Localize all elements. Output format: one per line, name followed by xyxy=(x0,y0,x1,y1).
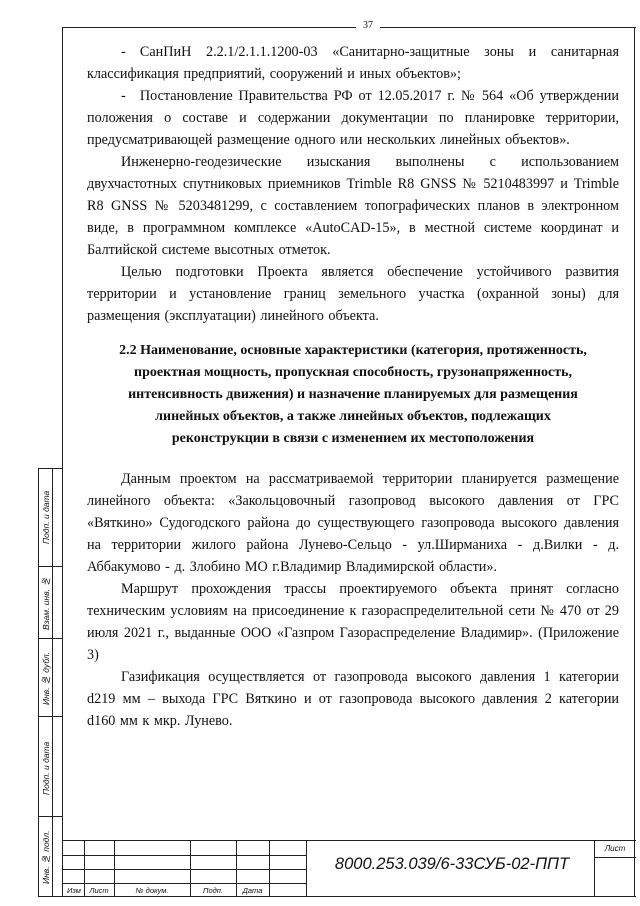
side-stamp xyxy=(38,468,63,896)
side-cell-border xyxy=(39,566,63,567)
paragraph-cel: Целью подготовки Проекта является обеспечение устойчивого развития территории и установление границ земельного участка (охранной зоны) для размещения (эксплуатации) линейного объекта. xyxy=(87,264,619,324)
page-number: 37 xyxy=(356,19,380,33)
paragraph-gazifikaciya: Газификация осуществляется от газопровода высокого давления 1 категории d219 мм – выхода ГРС Вяткино и от газопровода высокого давления 2 категории d160 мм к мкр. Лунево. xyxy=(87,669,619,729)
sheet-label: Лист xyxy=(604,844,626,853)
document-code: 8000.253.039/6-33СУБ-02-ППТ xyxy=(334,855,570,873)
paragraph-marshrut: Маршрут прохождения трассы проектируемого объекта принят согласно техническим условиям на присоединение к газораспределительной сети № 470 от 29 июля 2021 г., выданные ООО «Газпром Газораспределение Владимир». (Приложение 3) xyxy=(87,581,619,663)
side-label-vzam-inv: Взам. инв. № xyxy=(41,576,51,630)
frame-right-line xyxy=(634,27,635,896)
paragraph-postanovlenie: - Постановление Правительства РФ от 12.05.2017 г. № 564 «Об утверждении положения о составе и содержании документации по планировке территории, предусматривающей размещение одного или нескольких линейных объектов». xyxy=(87,88,619,148)
side-split-line xyxy=(52,468,53,896)
side-label-podp-data-2: Подп. и дата xyxy=(41,741,51,795)
paragraph-sanpin: - СанПиН 2.2.1/2.1.1.1200-03 «Санитарно-защитные зоны и санитарная классификация предприятий, сооружений и иных объектов»; xyxy=(87,44,619,82)
caption-podp: Подп. xyxy=(203,886,223,895)
side-label-podp-data: Подп. и дата xyxy=(41,490,51,544)
paragraph-razmeshchenie: Данным проектом на рассматриваемой территории планируется размещение линейного объекта: «Закольцовочный газопровод высокого давления от ГРС «Вяткино» Судогодского района до существующего газопровода высокого давления на территории жилого района Лунево-Сельцо - ул.Ширманиха - д.Вилки - д. Аббакумово - д. Злобино МО г.Владимир Владимирской области». xyxy=(87,471,619,575)
document-body xyxy=(87,41,619,732)
title-block xyxy=(62,840,636,897)
caption-izm: Изм xyxy=(67,886,81,895)
section-heading: 2.2 Наименование, основные характеристики (категория, протяженность, проектная мощность, пропускная способность, грузонапряженность, интенсивность движения) и назначение планируемых для размещения линейных объектов, а также линейных объектов, подлежащих реконструкции в связи с изменением их местоположения xyxy=(119,343,587,446)
side-label-inv-dubl: Инв. № дубл. xyxy=(41,651,51,705)
paragraph-izyskaniya: Инженерно-геодезические изыскания выполнены с использованием двухчастотных спутниковых приемников Trimble R8 GNSS № 5210483997 и Trimble R8 GNSS № 5203481299, с составлением топографических планов в электронном виде, в программном комплексе «AutoCAD-15», в местной системе координат и Балтийской системе высотных отметок. xyxy=(87,154,619,258)
side-cell-border xyxy=(39,468,63,469)
title-block-col-line xyxy=(306,841,307,897)
sheet-split-line xyxy=(594,857,636,858)
frame-top-line xyxy=(62,27,636,28)
side-cell-border xyxy=(39,716,63,717)
caption-data: Дата xyxy=(242,886,263,895)
side-cell-border xyxy=(39,816,63,817)
title-block-col-line xyxy=(269,841,270,897)
side-label-inv-podl: Инв. № подл. xyxy=(41,830,51,884)
side-cell-border xyxy=(39,638,63,639)
caption-dokum: № докум. xyxy=(135,886,169,895)
caption-list: Лист xyxy=(89,886,109,895)
